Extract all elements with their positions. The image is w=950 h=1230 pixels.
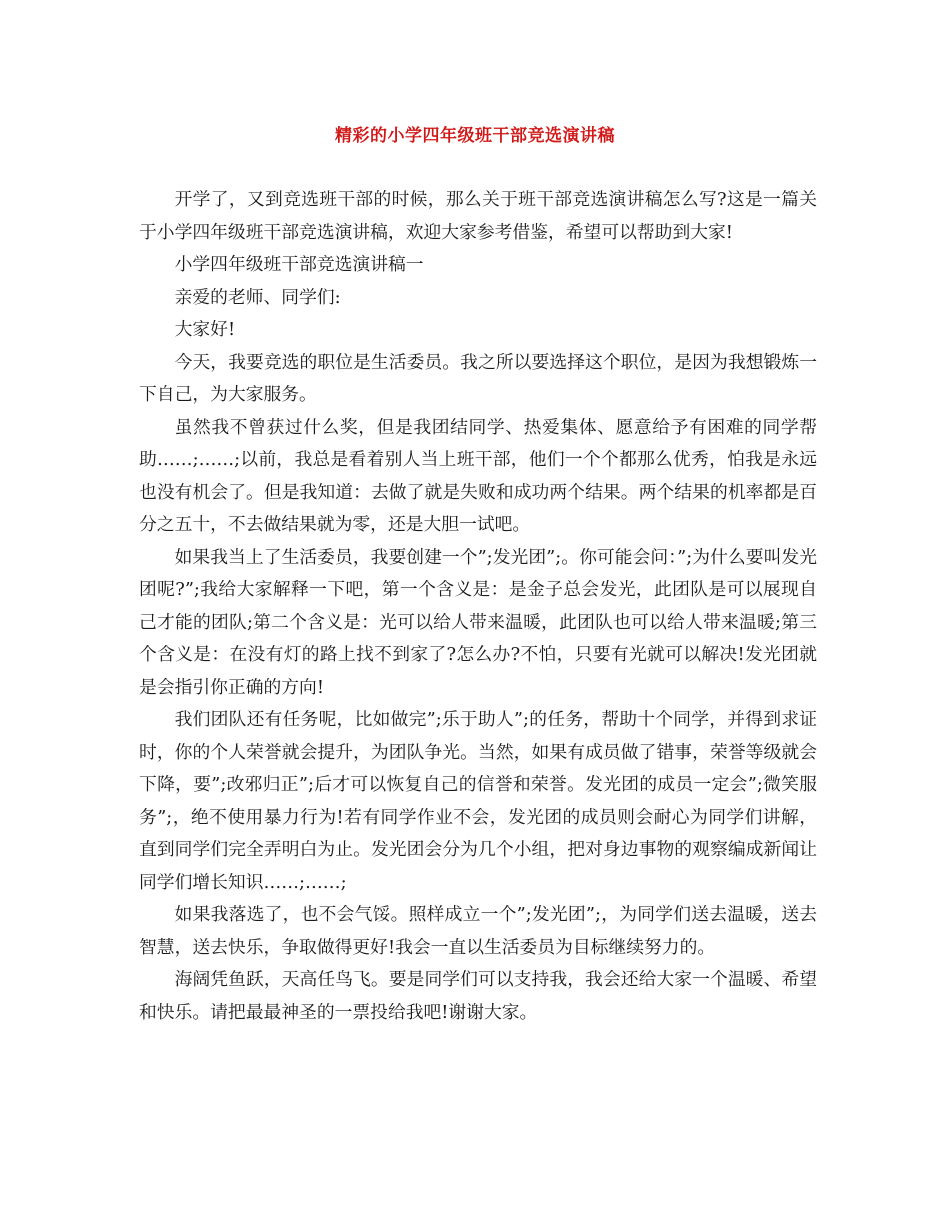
paragraph-position: 今天，我要竞选的职位是生活委员。我之所以要选择这个职位，是因为我想锻炼一下自己，为大家服务。	[139, 351, 817, 405]
paragraph-intro: 开学了，又到竞选班干部的时候，那么关于班干部竞选演讲稿怎么写?这是一篇关于小学四年级班干部竞选演讲稿，欢迎大家参考借鉴，希望可以帮助到大家!	[139, 189, 817, 243]
document-body	[139, 184, 817, 1029]
paragraph-speech-heading: 小学四年级班干部竞选演讲稿一	[174, 254, 424, 275]
paragraph-salutation: 亲爱的老师、同学们:	[174, 286, 341, 308]
paragraph-team-tasks: 我们团队还有任务呢，比如做完”;乐于助人”;的任务，帮助十个同学，并得到求证时，你的个人荣誉就会提升，为团队争光。当然，如果有成员做了错事，荣誉等级就会下降，要”;改邪归正”;后才可以恢复自己的信誉和荣誉。发光团的成员一定会”;微笑服务”;，绝不使用暴力行为!若有同学作业不会，发光团的成员则会耐心为同学们讲解，直到同学们完全弄明白为止。发光团会分为几个小组，把对身边事物的观察编成新闻让同学们增长知识……;……;	[139, 709, 817, 893]
paragraph-greeting: 大家好!	[174, 319, 236, 340]
paragraph-qualities: 虽然我不曾获过什么奖，但是我团结同学、热爱集体、愿意给予有困难的同学帮助……;……;以前，我总是看着别人当上班干部，他们一个个都那么优秀，怕我是永远也没有机会了。但是我知道：去做了就是失败和成功两个结果。两个结果的机率都是百分之五十，不去做结果就为零，还是大胆一试吧。	[139, 416, 817, 535]
paragraph-if-lose: 如果我落选了，也不会气馁。照样成立一个”;发光团”;，为同学们送去温暖，送去智慧，送去快乐，争取做得更好!我会一直以生活委员为目标继续努力的。	[139, 904, 817, 958]
paragraph-closing: 海阔凭鱼跃，天高任鸟飞。要是同学们可以支持我，我会还给大家一个温暖、希望和快乐。请把最最神圣的一票投给我吧!谢谢大家。	[139, 969, 817, 1023]
paragraph-glow-team: 如果我当上了生活委员，我要创建一个”;发光团”;。你可能会问：”;为什么要叫发光团呢?”;我给大家解释一下吧，第一个含义是：是金子总会发光，此团队是可以展现自己才能的团队;第二个含义是：光可以给人带来温暖，此团队也可以给人带来温暖;第三个含义是：在没有灯的路上找不到家了?怎么办?不怕，只要有光就可以解决!发光团就是会指引你正确的方向!	[139, 546, 817, 698]
document-title: 精彩的小学四年级班干部竞选演讲稿	[335, 126, 615, 146]
